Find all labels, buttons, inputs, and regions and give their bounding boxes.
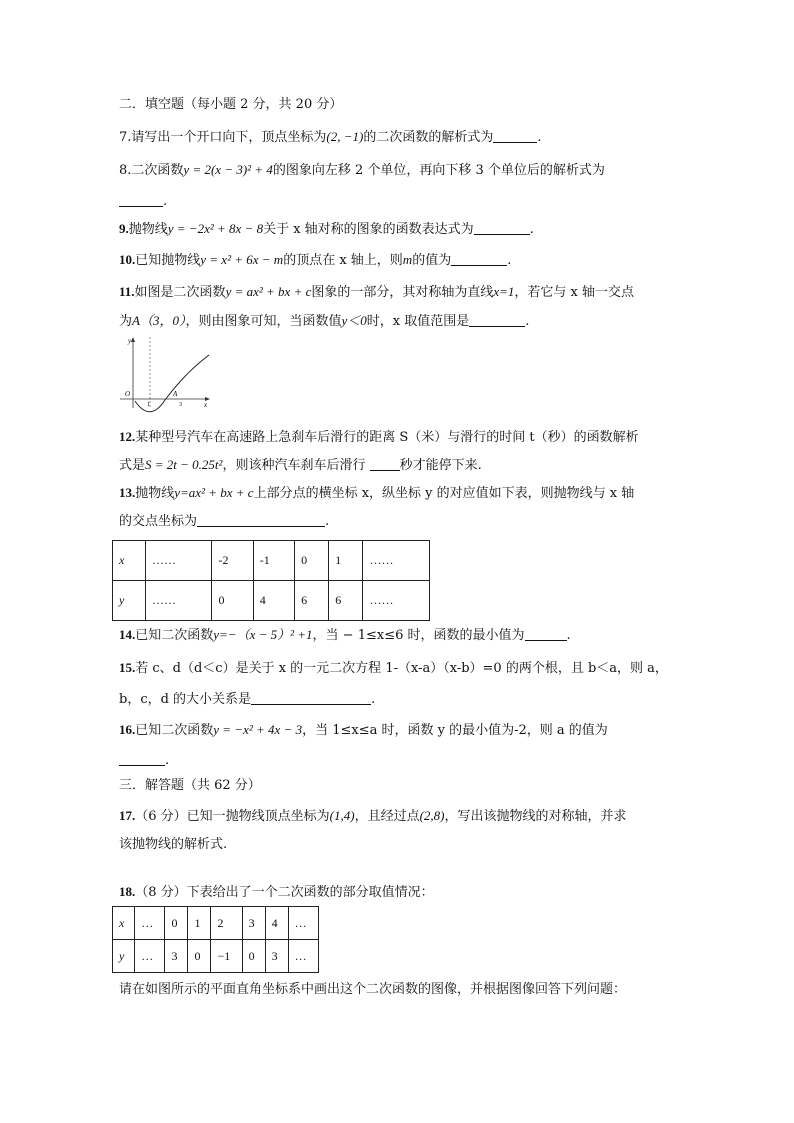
answer-blank[interactable] bbox=[451, 251, 507, 266]
question-number: 8. bbox=[119, 163, 132, 178]
y-axis-label: y bbox=[128, 337, 132, 345]
question-9: 9.抛物线y = −2x² + 8x − 8关于 x 轴对称的图象的函数表达式为 . bbox=[119, 221, 534, 237]
question-16: 16.已知二次函数y = −x² + 4x − 3，当 1≤x≤a 时，函数 y 的最小值为-2，则 a 的值为 bbox=[119, 722, 608, 738]
question-number: 14. bbox=[119, 627, 136, 642]
question-number: 17. bbox=[119, 808, 136, 823]
table-cell: 0 bbox=[188, 940, 211, 973]
table-cell: 0 bbox=[165, 907, 188, 940]
question-number: 18. bbox=[119, 884, 136, 899]
table-cell: x bbox=[113, 541, 146, 581]
question-8: 8.二次函数y = 2(x − 3)² + 4的图象向左移 2 个单位，再向下移 3 个单位后的解析式为 bbox=[119, 162, 605, 178]
answer-blank[interactable] bbox=[469, 312, 525, 327]
question-10: 10.已知抛物线y = x² + 6x − m的顶点在 x 轴上，则m的值为 . bbox=[119, 252, 512, 268]
table-cell: 0 bbox=[295, 541, 329, 581]
table-cell: 0 bbox=[242, 940, 265, 973]
question-17-line2: 该抛物线的解析式. bbox=[119, 837, 228, 852]
question-number: 11. bbox=[119, 284, 135, 299]
parabola-figure bbox=[115, 333, 215, 413]
question-11: 11.如图是二次函数y = ax² + bx + c图象的一部分，其对称轴为直线x=1，若它与 x 轴一交点 bbox=[119, 284, 635, 300]
answer-blank[interactable] bbox=[251, 690, 371, 705]
question-18: 18.（8 分）下表给出了一个二次函数的部分取值情况： bbox=[119, 884, 434, 900]
table-cell: x bbox=[113, 907, 135, 940]
table-row bbox=[113, 541, 430, 581]
table-cell: −1 bbox=[211, 940, 242, 973]
answer-blank[interactable] bbox=[493, 128, 537, 143]
table-cell: 2 bbox=[211, 907, 242, 940]
answer-blank[interactable] bbox=[370, 456, 400, 471]
question-17: 17.（6 分）已知一抛物线顶点坐标为(1,4)，且经过点(2,8)，写出该抛物线的对称轴，并求 bbox=[119, 808, 627, 824]
question-8-line2: . bbox=[119, 192, 167, 212]
table-cell: … bbox=[135, 940, 165, 973]
table-row bbox=[113, 907, 319, 940]
table-cell: y bbox=[113, 940, 135, 973]
question-13-line2: 的交点坐标为 . bbox=[119, 514, 330, 529]
table-cell: -1 bbox=[253, 541, 294, 581]
question-number: 9. bbox=[119, 221, 129, 236]
question-number: 12. bbox=[119, 429, 136, 444]
question-number: 13. bbox=[119, 485, 136, 500]
table-cell: … bbox=[135, 907, 165, 940]
section-3-title: 三．解答题（共 62 分） bbox=[119, 778, 261, 793]
table-cell: …… bbox=[363, 581, 430, 621]
table-cell: 3 bbox=[242, 907, 265, 940]
table-row bbox=[113, 581, 430, 621]
question-15-line2: b，c，d 的大小关系是 . bbox=[119, 692, 376, 707]
table-cell: 4 bbox=[265, 907, 288, 940]
question-18-instruction: 请在如图所示的平面直角坐标系中画出这个二次函数的图像，并根据图像回答下列问题： bbox=[119, 982, 627, 997]
answer-blank[interactable] bbox=[119, 751, 165, 766]
table-cell: 0 bbox=[212, 581, 253, 621]
question-12-line2: 式是S = 2t − 0.25t²，则该种汽车刹车后滑行 秒才能停下来. bbox=[119, 457, 482, 473]
question-number: 10. bbox=[119, 252, 136, 267]
q18-value-table bbox=[112, 906, 319, 973]
question-13: 13.抛物线y=ax² + bx + c上部分点的横坐标 x，纵坐标 y 的对应值如下表，则抛物线与 x 轴 bbox=[119, 485, 635, 501]
q13-value-table bbox=[112, 540, 430, 621]
table-cell: y bbox=[113, 581, 146, 621]
table-cell: … bbox=[288, 940, 318, 973]
question-number: 15. bbox=[119, 660, 136, 675]
answer-blank[interactable] bbox=[197, 512, 325, 527]
answer-blank[interactable] bbox=[474, 220, 530, 235]
table-cell: 6 bbox=[295, 581, 329, 621]
answer-blank[interactable] bbox=[525, 626, 567, 641]
y-axis-arrow bbox=[131, 337, 135, 342]
tick-label-3: 3 bbox=[179, 402, 182, 408]
question-number: 7. bbox=[119, 130, 132, 145]
origin-label: O bbox=[125, 390, 131, 398]
table-cell: 6 bbox=[329, 581, 363, 621]
x-axis-label: x bbox=[204, 401, 208, 409]
question-15: 15.若 c、d（d＜c）是关于 x 的一元二次方程 1-（x-a）（x-b）=0 的两个根，且 b＜a，则 a， bbox=[119, 660, 668, 676]
question-12: 12.某种型号汽车在高速路上急刹车后滑行的距离 S（米）与滑行的时间 t（秒）的函数解析 bbox=[119, 429, 639, 445]
table-cell: …… bbox=[145, 581, 212, 621]
table-cell: …… bbox=[145, 541, 212, 581]
question-number: 16. bbox=[119, 722, 136, 737]
answer-blank[interactable] bbox=[119, 192, 163, 207]
section-2-title: 二．填空题（每小题 2 分，共 20 分） bbox=[119, 97, 343, 112]
table-row bbox=[113, 940, 319, 973]
question-16-line2: . bbox=[119, 751, 169, 771]
question-7: 7.请写出一个开口向下，顶点坐标为(2, −1)的二次函数的解析式为 . bbox=[119, 129, 542, 145]
tick-label-1: 1 bbox=[147, 402, 150, 408]
table-cell: 1 bbox=[329, 541, 363, 581]
table-cell: 3 bbox=[265, 940, 288, 973]
question-11-line2: 为A（3，0），则由图象可知，当函数值y＜0时，x 取值范围是 . bbox=[119, 313, 530, 329]
table-cell: 4 bbox=[253, 581, 294, 621]
table-cell: 3 bbox=[165, 940, 188, 973]
table-cell: …… bbox=[363, 541, 430, 581]
table-cell: … bbox=[288, 907, 318, 940]
question-14: 14.已知二次函数y=−（x − 5）² +1，当 − 1≤x≤6 时，函数的最小值为 . bbox=[119, 627, 571, 643]
table-cell: 1 bbox=[188, 907, 211, 940]
point-a-label: A bbox=[173, 390, 178, 398]
table-cell: -2 bbox=[212, 541, 253, 581]
